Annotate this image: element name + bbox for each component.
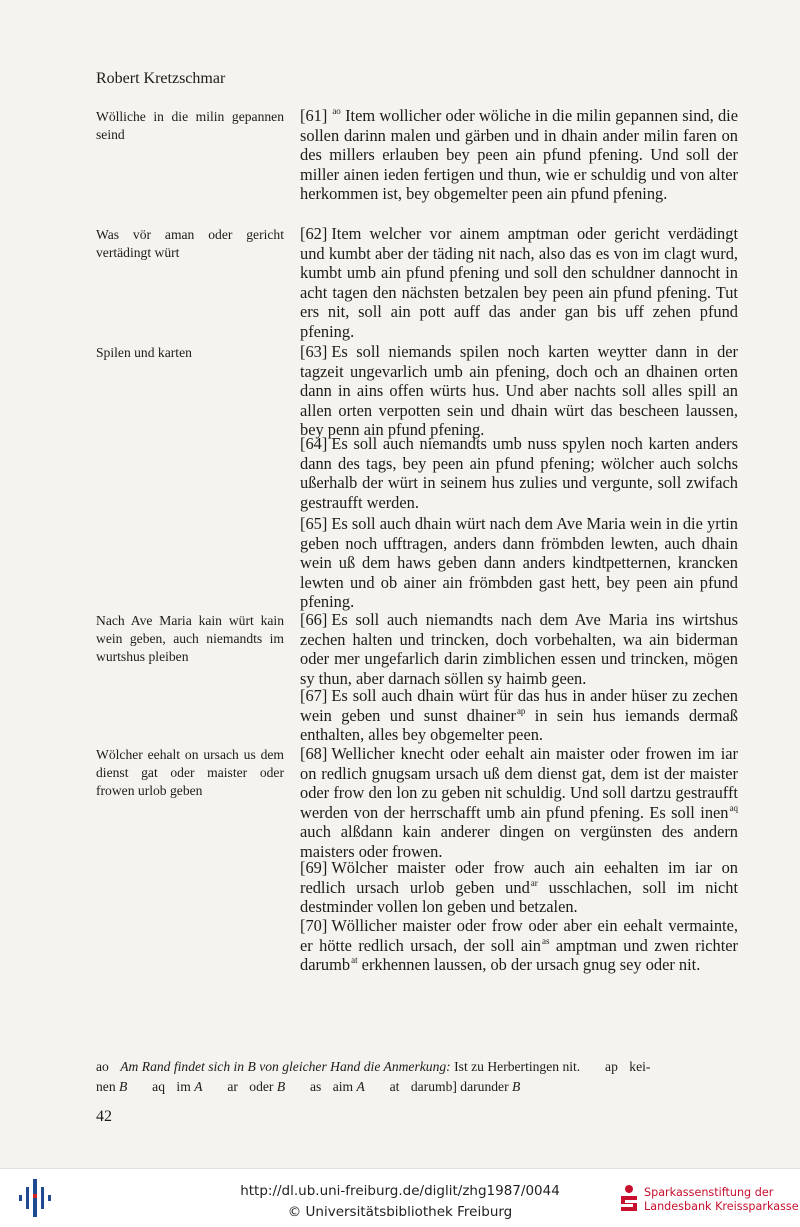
footnote-label: at [389, 1079, 400, 1094]
paragraph-62 [300, 224, 738, 342]
margin-note: Wölcher eehalt on ursach us dem dienst gat oder maister oder frowen urlob geben [96, 747, 284, 798]
paragraph-number: [63] [300, 342, 328, 361]
sponsor-logo[interactable] [618, 1178, 798, 1220]
footnote-label: ar [227, 1079, 238, 1094]
margin-note: Wölliche in die milin gepannen seind [96, 109, 284, 142]
paragraph-text: Es soll auch dhain würt für das hus in ander hüser zu zechen wein geben und sunst dhainer [300, 686, 738, 725]
paragraph-text: Wellicher knecht oder eehalt ain maister oder frowen im iar on redlich gnugsam ursach uß dem dienst gat, dem ist der maister oder frow den lon zu geben nit schuldig. Und soll dartzu gestraufft werden von der herrschafft umb ain pfund pfening. Es soll inen [300, 744, 738, 822]
running-head: Robert Kretzschmar [96, 70, 226, 87]
ub-freiburg-logo-icon[interactable] [14, 1177, 56, 1219]
footnote-italic: Am Rand findet sich in B von gleicher Hand die Anmerkung: [120, 1059, 451, 1074]
paragraph-69 [300, 858, 738, 917]
paragraph-65 [300, 514, 738, 612]
manuscript-siglum: B [512, 1079, 521, 1094]
paragraph-text: Item welcher vor ainem amptman oder gericht verdädingt und kumbt aber der täding nit nach, also das es von im clagt wurd, kumbt umb ain pfund pfening und soll den schuldner dannocht in acht tagen den nächsten betzalen bey peen ain pfund pfening. Tut ers nit, soll ain pott auff das ander gan bis uff zehen pfund pfening. [300, 224, 738, 341]
sparkasse-logo-icon [618, 1184, 640, 1212]
paragraph-text: Wölcher maister oder frow auch ain eehalten im iar on redlich ursach urlob geben und [300, 858, 738, 897]
paragraph-number: [64] [300, 434, 328, 453]
footnote-text: kei- [629, 1059, 651, 1074]
paragraph-66 [300, 610, 738, 688]
paragraph-text: Es soll auch niemandts umb nuss spylen noch karten anders dann des tags, bey peen ain pfund pfening; wölcher auch solchs ußerhalb der würt in seinem hus zulies und vergunte, soll zwifach gestraufft werden. [300, 434, 738, 512]
footnote-marker[interactable]: aq [729, 802, 738, 813]
footnote-text: Ist zu Herbertingen nit. [454, 1059, 581, 1074]
paragraph-number: [65] [300, 514, 328, 533]
manuscript-siglum: B [119, 1079, 128, 1094]
footnote-text: im [176, 1079, 191, 1094]
page-number: 42 [96, 1108, 112, 1125]
footnote-label: as [309, 1079, 322, 1094]
manuscript-siglum: B [276, 1079, 286, 1094]
footnote-marker[interactable]: at [351, 955, 358, 966]
footnote-line-1 [96, 1057, 738, 1077]
footnote-text: darumb] darunder [410, 1079, 509, 1094]
paragraph-text: in sein hus iemands dermaß enthalten, alles bey obgemelter peen. [300, 705, 738, 745]
paragraph-text: Es soll auch dhain würt nach dem Ave Maria wein in die yrtin geben noch ufftragen, anders dann frömbden lewten, auch dhain wein uß dem haws geben dann anders kindtpetternen, krancken lewten und ob ainer ain frömbden gast hett, bey peen ain pfund pfening. [300, 514, 738, 612]
footnotes [96, 1057, 738, 1097]
footnote-marker[interactable]: ar [530, 877, 538, 888]
paragraph-text: Item wollicher oder wöliche in die milin gepannen sind, die sollen darinn malen und gärben und in dhain ander milin faren on des millers erlauben bey peen ain pfund pfening. Und soll der miller ainen ieden fertigen und thun, wie er schuldig und von alter herkommen ist, bey obgemelter peen ain pfund pfening. [300, 106, 738, 204]
paragraph-number: [67] [300, 686, 328, 705]
paragraph-number: [68] [300, 744, 328, 763]
paragraph-text: usschlachen, soll im nicht destminder vollen lon geben und betzalen. [300, 877, 738, 917]
footnote-line-2 [96, 1077, 738, 1097]
sponsor-text [644, 1186, 799, 1214]
paragraph-text: erkhennen laussen, ob der ursach gnug sey oder nit. [357, 955, 701, 975]
paragraph-text: auch alßdann kain anderer dingen on vergünsten des andern maisters oder frowen. [300, 822, 738, 861]
paragraph-number: [61] [300, 106, 328, 125]
paragraph-61 [300, 106, 738, 204]
margin-note: Was vör aman oder gericht vertädingt würt [96, 227, 284, 260]
paragraph-number: [62] [300, 224, 328, 243]
paragraph-67 [300, 686, 738, 745]
paragraph-text: Es soll auch niemandts nach dem Ave Maria ins wirtshus zechen halten und trincken, doch vorbehalten, wa ain biderman oder mer ungefarlich darin zimblichen essen und trincken, mögen sy thun, aber darnach söllen sy haimb geen. [300, 610, 738, 688]
paragraph-number: [70] [300, 916, 328, 935]
paragraph-70 [300, 916, 738, 975]
footnote-text: oder [249, 1079, 274, 1094]
paragraph-text: Es soll niemands spilen noch karten weytter dann in der tagzeit ungevarlich umb ain pfening, doch och an dhainen orten dann in ains offen würts hus. Und aber nachts soll alles spill an allen orten verpotten sein und dhain würt das bescheen laussen, bey penn ain pfund pfening. [300, 342, 738, 440]
viewer-footer [0, 1168, 800, 1227]
paragraph-number: [66] [300, 610, 328, 629]
footnote-label: ap [605, 1059, 618, 1074]
footnote-marker[interactable]: as [541, 935, 550, 946]
paragraph-number: [69] [300, 858, 328, 877]
copyright-notice: © Universitätsbibliothek Freiburg [287, 1204, 513, 1220]
paragraph-63 [300, 342, 738, 440]
margin-note: Nach Ave Maria kain würt kain wein geben, auch niemandts im wurtshus pleiben [96, 613, 284, 664]
footnote-label: ao [96, 1059, 109, 1074]
footnote-text: aim [332, 1079, 354, 1094]
margin-note: Spilen und karten [96, 345, 192, 360]
paragraph-64 [300, 434, 738, 512]
footnote-label: aq [152, 1079, 166, 1094]
footnote-marker[interactable]: ao [332, 106, 341, 116]
sponsor-line-2: Landesbank Kreissparkasse [644, 1200, 799, 1213]
paragraph-68 [300, 744, 738, 862]
sponsor-line-1: Sparkassenstiftung der [644, 1186, 774, 1199]
permalink-url[interactable]: http://dl.ub.uni-freiburg.de/diglit/zhg1987/0044 [240, 1183, 560, 1199]
footnote-marker[interactable]: ap [516, 705, 526, 716]
paragraph-text: Wöllicher maister oder frow oder aber ein eehalt vermainte, er hötte redlich ursach, der soll ain [300, 916, 738, 955]
manuscript-siglum: A [194, 1079, 203, 1094]
paragraph-text: amptman und zwen richter darumb [300, 935, 738, 975]
manuscript-siglum: A [356, 1079, 365, 1094]
footnote-text: nen [96, 1079, 116, 1094]
